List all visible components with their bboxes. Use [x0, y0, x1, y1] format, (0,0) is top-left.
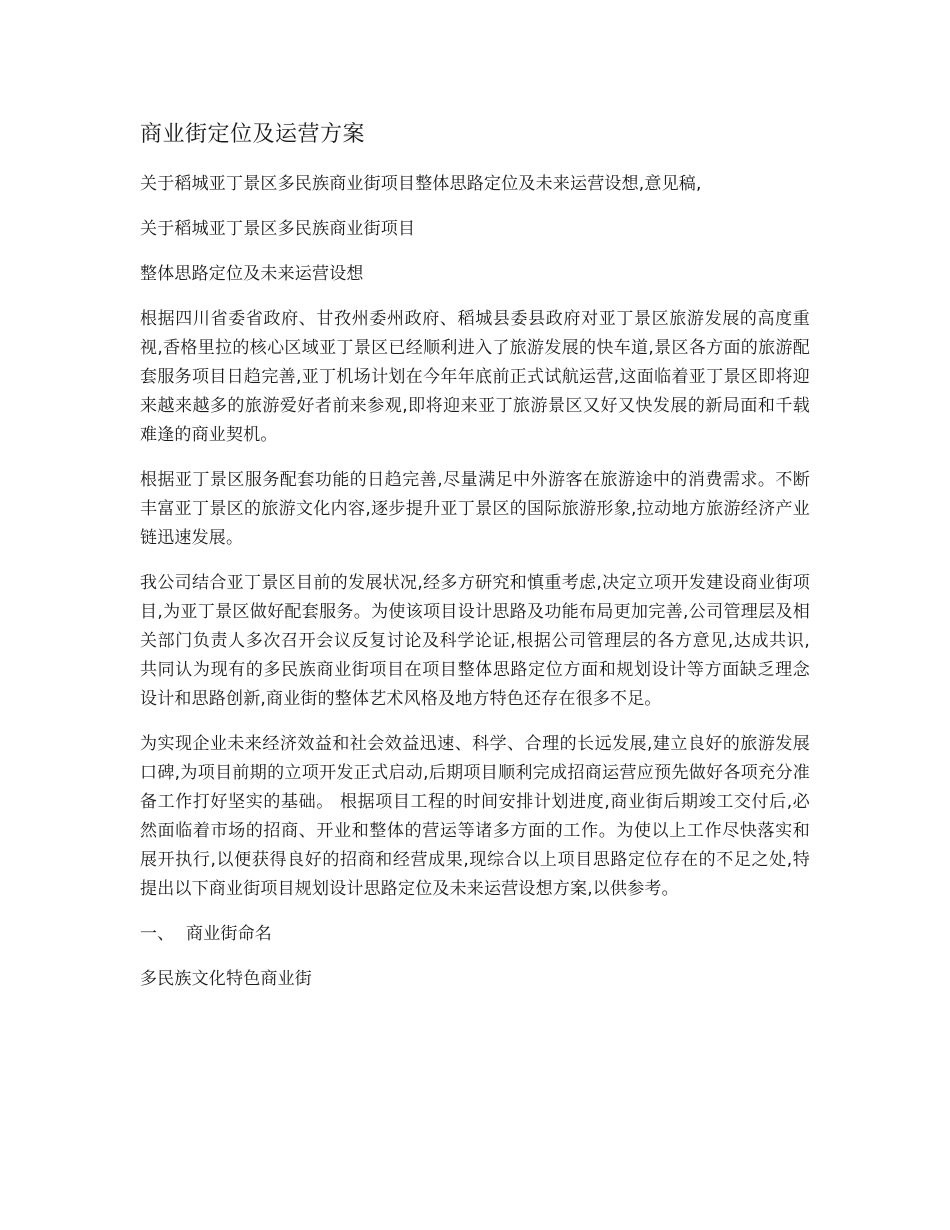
subtitle-line-2: 整体思路定位及未来运营设想: [140, 264, 364, 284]
section-heading-naming: [140, 920, 810, 949]
paragraph-background: 根据四川省委省政府、甘孜州委州政府、稻城县委县政府对亚丁景区旅游发展的高度重视,香格里拉的核心区域亚丁景区已经顺利进入了旅游发展的快车道,景区各方面的旅游配套服务项目日趋完善,亚丁机场计划在今年年底前正式试航运营,这面临着亚丁景区即将迎来越来越多的旅游爱好者前来参观,即将迎来亚丁旅游景区又好又快发展的新局面和千载难逢的商业契机。: [140, 309, 810, 445]
paragraph-service-goal: 根据亚丁景区服务配套功能的日趋完善,尽量满足中外游客在旅游途中的消费需求。不断丰富亚丁景区的旅游文化内容,逐步提升亚丁景区的国际旅游形象,拉动地方旅游经济产业链迅速发展。: [140, 470, 810, 548]
paragraph-proposal: 为实现企业未来经济效益和社会效益迅速、科学、合理的长远发展,建立良好的旅游发展口碑,为项目前期的立项开发正式启动,后期项目顺利完成招商运营应预先做好各项充分准备工作打好坚实的基础。 根据项目工程的时间安排计划进度,商业街后期竣工交付后,必然面临着市场的招商、开业和整体的营运等诸多方面的工作。为使以上工作尽快落实和展开执行,以便获得良好的招商和经营成果,现综合以上项目思路定位存在的不足之处,特提出以下商业街项目规划设计思路定位及未来运营设想方案,以供参考。: [140, 734, 810, 899]
section-heading-text: 商业街命名: [186, 924, 272, 944]
section-body-naming: 多民族文化特色商业街: [140, 969, 312, 989]
intro-line: 关于稻城亚丁景区多民族商业街项目整体思路定位及未来运营设想,意见稿,: [140, 174, 702, 194]
document-title: 商业街定位及运营方案: [140, 122, 366, 147]
subtitle-line-1: 关于稻城亚丁景区多民族商业街项目: [140, 219, 416, 239]
section-number: 一、: [140, 924, 175, 944]
paragraph-company-decision: 我公司结合亚丁景区目前的发展状况,经多方研究和慎重考虑,决定立项开发建设商业街项目,为亚丁景区做好配套服务。为使该项目设计思路及功能布局更加完善,公司管理层及相关部门负责人多次召开会议反复讨论及科学论证,根据公司管理层的各方意见,达成共识,共同认为现有的多民族商业街项目在项目整体思路定位方面和规划设计等方面缺乏理念设计和思路创新,商业街的整体艺术风格及地方特色还存在很多不足。: [140, 573, 810, 709]
document-body: [140, 118, 810, 1010]
